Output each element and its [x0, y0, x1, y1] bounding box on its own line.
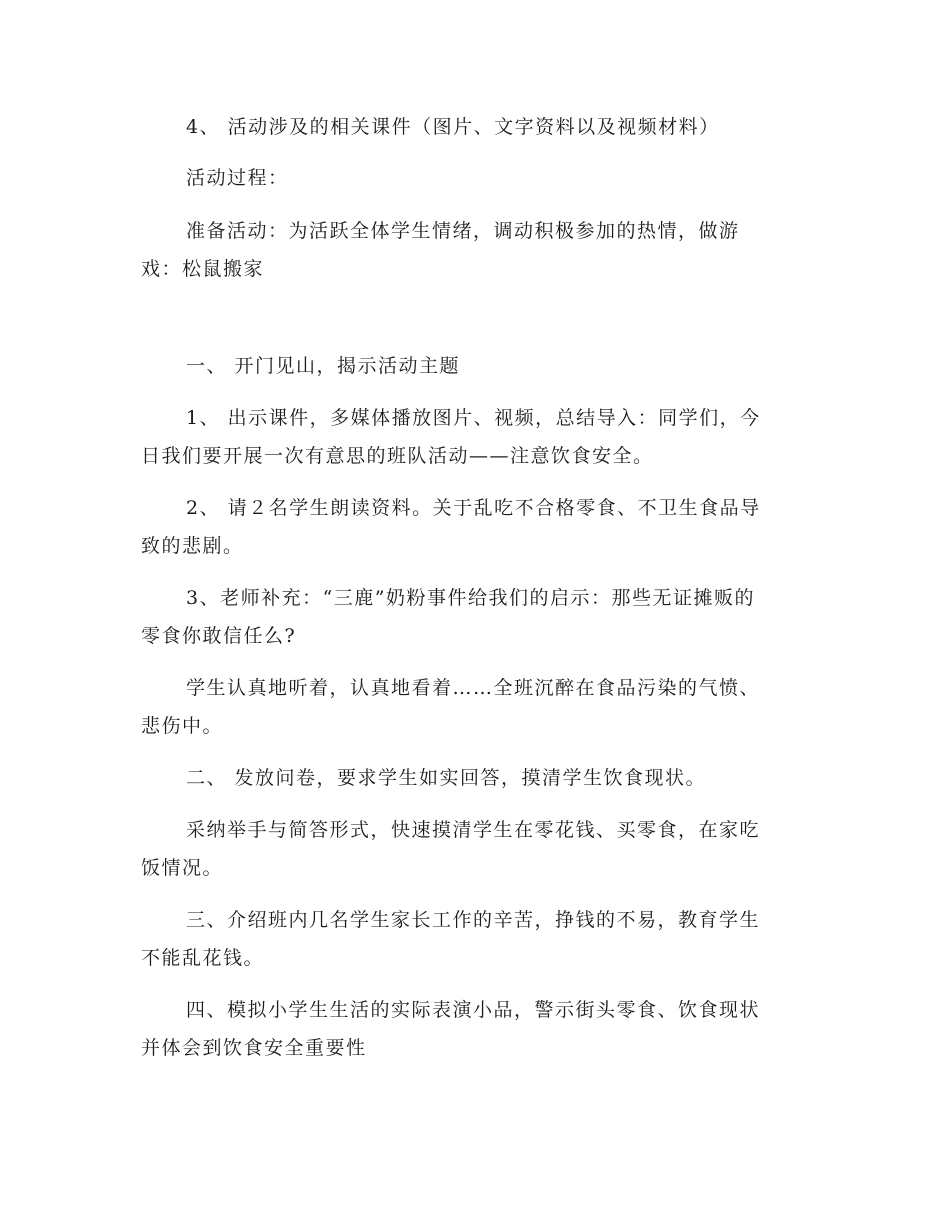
section-three-paragraph — [141, 901, 801, 977]
survey-method-paragraph — [141, 811, 801, 887]
section-one-heading — [141, 347, 801, 385]
text-line: 致的悲剧。 — [141, 535, 244, 557]
step-three-paragraph — [141, 579, 801, 655]
student-reaction-paragraph — [141, 669, 801, 745]
text-line: 不能乱花钱。 — [141, 947, 265, 969]
text-line: 零食你敢信任么? — [141, 625, 297, 647]
text-line: 3、老师补充：“三鹿”奶粉事件给我们的启示：那些无证摊贩的 — [186, 587, 756, 609]
text-line: 1、 出示课件，多媒体播放图片、视频，总结导入：同学们，今 — [186, 407, 761, 429]
text-line: 一、 开门见山，揭示活动主题 — [186, 355, 461, 377]
text-line: 悲伤中。 — [141, 715, 224, 737]
text-line: 学生认真地听着，认真地看着……全班沉醉在食品污染的气愤、 — [186, 677, 761, 699]
text-line: 四、模拟小学生生活的实际表演小品，警示街头零食、饮食现状 — [186, 999, 761, 1021]
section-four-paragraph — [141, 991, 801, 1067]
text-line: 活动过程： — [186, 167, 289, 189]
step-two-paragraph — [141, 489, 801, 565]
text-line: 2、 请２名学生朗读资料。关于乱吃不合格零食、不卫生食品导 — [186, 497, 761, 519]
text-line: 4、 活动涉及的相关课件（图片、文字资料以及视频材料） — [186, 116, 720, 138]
section-two-heading — [141, 759, 801, 797]
text-line: 准备活动：为活跃全体学生情绪，调动积极参加的热情，做游 — [186, 220, 740, 242]
text-line: 戏：松鼠搬家 — [141, 258, 265, 280]
course-materials-item — [141, 108, 801, 146]
text-line: 采纳举手与简答形式，快速摸清学生在零花钱、买零食，在家吃 — [186, 819, 761, 841]
text-line: 二、 发放问卷，要求学生如实回答，摸清学生饮食现状。 — [186, 767, 707, 789]
text-line: 并体会到饮食安全重要性 — [141, 1037, 367, 1059]
step-one-paragraph — [141, 399, 801, 475]
text-line: 日我们要开展一次有意思的班队活动——注意饮食安全。 — [141, 445, 654, 467]
text-line: 饭情况。 — [141, 857, 224, 879]
warmup-activity-paragraph — [141, 212, 801, 288]
text-line: 三、介绍班内几名学生家长工作的辛苦，挣钱的不易，教育学生 — [186, 909, 761, 931]
activity-process-heading — [141, 159, 801, 197]
